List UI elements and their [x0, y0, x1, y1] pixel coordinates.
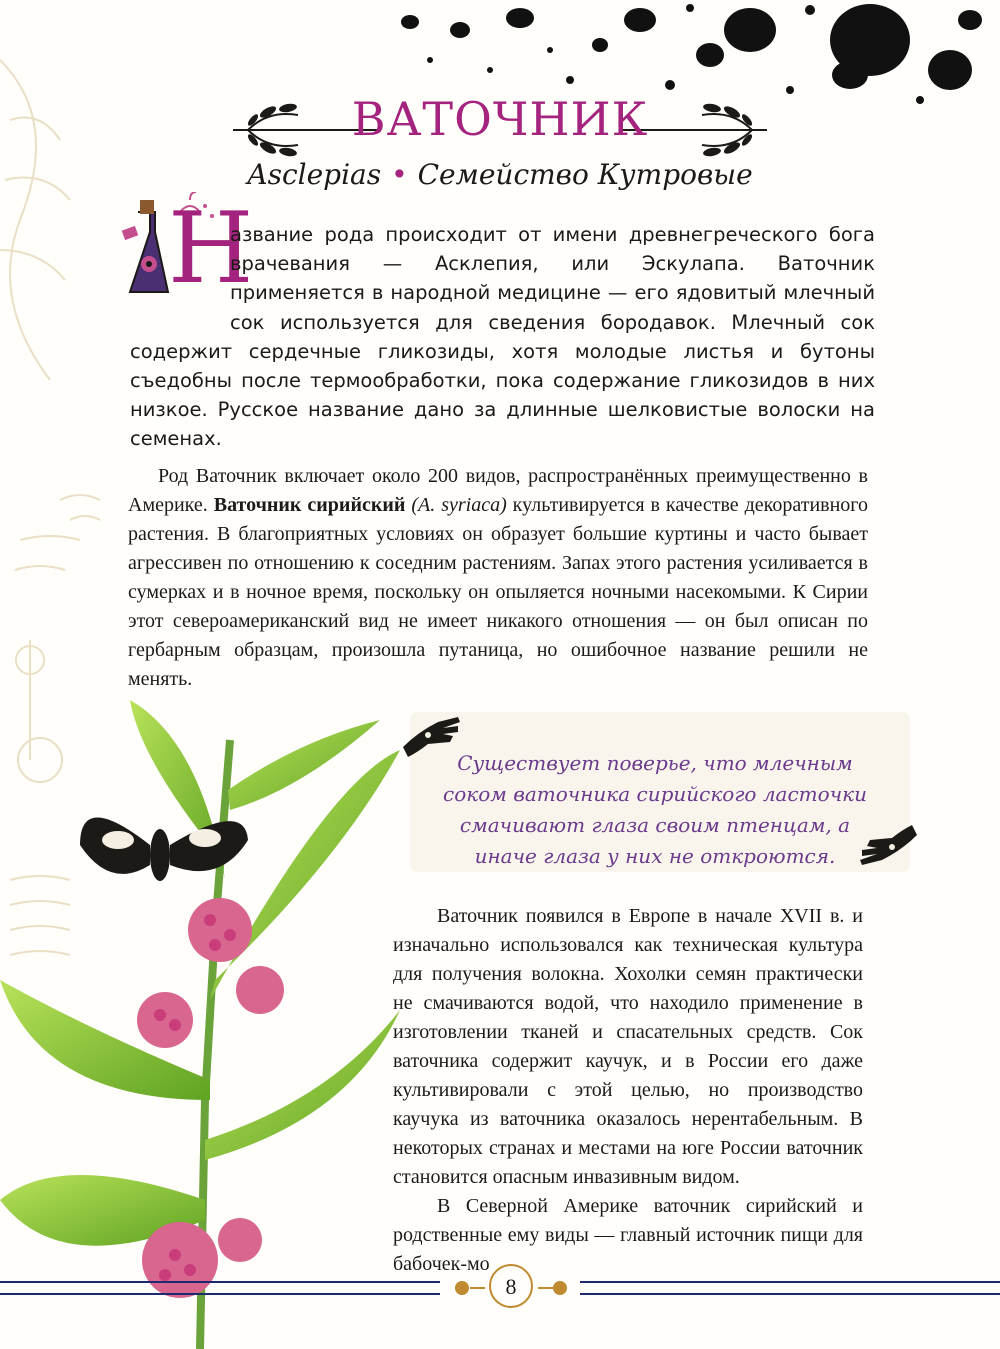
subtitle-separator: •: [391, 158, 408, 191]
para2-text-2: В Северной Америке ваточник сирийский и родственные ему виды — главный источник пищи для бабочек-мо: [393, 1195, 863, 1275]
latin-name: Asclepias: [247, 158, 382, 191]
body-paragraph-1: [128, 462, 868, 694]
intro-paragraph: [130, 220, 875, 454]
drop-cap: Н: [168, 192, 254, 306]
milkweed-plant-illustration: [0, 680, 400, 1349]
mystic-hand-icon: [852, 820, 922, 880]
body-paragraph-2: [393, 902, 863, 1279]
para1-bold-term: Ваточник сирийский: [213, 494, 406, 516]
intro-text: азвание рода происходит от имени древнегреческого бога врачевания — Асклепия, или Эскулапа. Ваточник применяется в народной медицине — его ядовитый млечный сок используется для сведения бородавок. Млечный сок содержит сердечные гликозиды, хотя молодые листья и бутоны съедобны после термообработки, пока содержание гликозидов в них низкое. Русское название дано за длинные шелковистые волоски на семенах.: [130, 223, 875, 451]
para1-latin-term: (A. syriaca): [405, 494, 507, 516]
para1-text-a: Род Ваточник включает около 200 видов, распространённых преимущественно в Америке.: [128, 465, 868, 516]
page-subtitle: [0, 158, 1000, 191]
family-name: Семейство Кутровые: [417, 158, 753, 191]
chapter-header: [0, 80, 1000, 200]
para2-text-1: Ваточник появился в Европе в начале XVII в. и изначально использовался как техническая культура для получения волокна. Хохолки семян практически не смачиваются водой, что находило применение в изготовлении тканей и спасательных средств. Сок ваточника содержит каучук, и в России его даже культивировали с этой целью, но производство каучука из ваточника оказалось нерентабельным. В некоторых странах и местами на юге России ваточник становится опасным инвазивным видом.: [393, 905, 863, 1188]
quote-text: Существует поверье, что млечным соком ваточника сирийского ласточки смачивают глаза своим птенцам, а иначе глаза у них не откроются.: [443, 751, 867, 868]
page-number: 8: [489, 1264, 533, 1308]
para1-text-b: культивируется в качестве декоративного растения. В благоприятных условиях он образует большие куртины и часто бывает агрессивен по отношению к соседним растениям. Запах этого растения усиливается в сумерках и в ночное время, поскольку он опыляется ночными насекомыми. К Сирии этот североамериканский вид не имеет никакого отношения — он был описан по гербарным образцам, произошла путаница, но ошибочное название решили не менять.: [128, 494, 869, 690]
page-title: ВАТОЧНИК: [351, 92, 649, 146]
